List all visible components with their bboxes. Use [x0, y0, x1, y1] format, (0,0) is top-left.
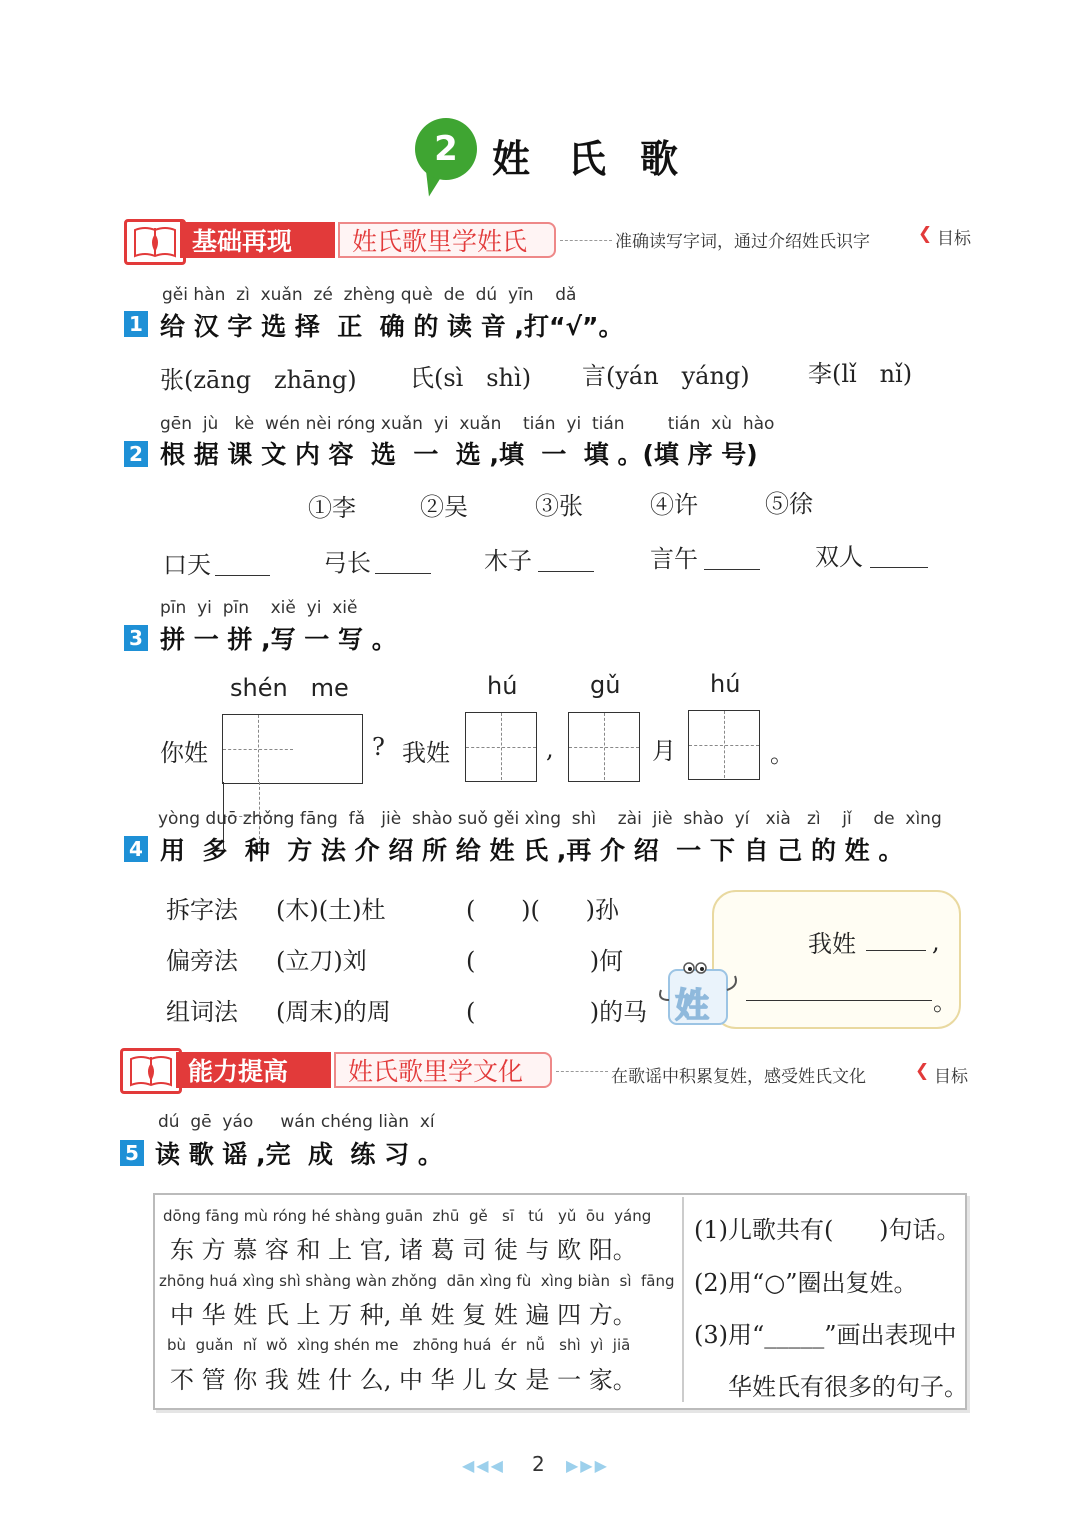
bubble-line1: 我姓 [808, 930, 856, 958]
exercise-2: (2)用“○”圈出复姓。 [694, 1269, 918, 1297]
section1-subtitle: 姓氏歌里学姓氏 [338, 222, 556, 258]
q4-method-3: 组词法 [166, 998, 238, 1026]
pinyin-hu-1: hú [487, 672, 518, 700]
q2-choice-5: ⑤徐 [765, 490, 813, 518]
bubble-blank-surname[interactable] [866, 950, 926, 951]
grid-cell[interactable] [466, 713, 536, 780]
mascot-char: 姓 [675, 986, 709, 1026]
q3-yue: 月 [652, 737, 676, 765]
q2-choice-2: ②吴 [420, 493, 468, 521]
bubble-end: 。 [933, 988, 957, 1016]
q2-blank-2[interactable] [375, 573, 431, 574]
page-next-arrows-icon[interactable]: ▶▶▶ [566, 1456, 609, 1475]
lesson-number-badge: 2 [415, 118, 477, 180]
section1-goal-tag: 目标 [937, 229, 971, 249]
q4-blank-2[interactable]: ( )何 [466, 947, 624, 975]
bubble-comma: , [932, 928, 940, 956]
title-char-1: 姓 [492, 137, 531, 181]
book-icon [120, 1048, 182, 1094]
song-line-1-pinyin: dōng fāng mù róng hé shàng guān zhū gě sī tú yǔ ōu yáng [163, 1207, 652, 1225]
q3-question-mark: ? [372, 733, 385, 761]
q4-pinyin: yòng duō zhǒng fāng fǎ jiè shào suǒ gěi xìng shì zài jiè shào yí xià zì jǐ de xìng [158, 809, 942, 829]
section2-subtitle: 姓氏歌里学文化 [334, 1052, 552, 1088]
q4-example-2: (立刀)刘 [276, 947, 367, 975]
exercise-3-cont: 华姓氏有很多的句子。 [728, 1373, 968, 1401]
q2-choice-4: ④许 [650, 491, 698, 519]
q4-blank-1[interactable]: ( )( )孙 [466, 896, 619, 924]
song-line-1: 东 方 慕 容 和 上 官, 诸 葛 司 徒 与 欧 阳。 [170, 1236, 637, 1264]
song-divider [682, 1197, 684, 1402]
q2-choice-3: ③张 [535, 492, 583, 520]
pinyin-shenme: shén me [230, 674, 349, 702]
q1-option-3[interactable]: 言(yán yáng) [582, 362, 750, 390]
q2-prompt-4: 言午 [650, 545, 698, 573]
q2-prompt-2: 弓长 [323, 549, 371, 577]
q2-prompt-3: 木子 [484, 547, 532, 575]
pinyin-hu-2: hú [710, 670, 741, 698]
grid-cell[interactable] [223, 715, 293, 782]
q1-pinyin: gěi hàn zì xuǎn zé zhèng què de dú yīn dǎ [162, 285, 577, 305]
section1-label: 基础再现 [180, 222, 335, 258]
q5-number: 5 [120, 1140, 144, 1166]
song-line-2: 中 华 姓 氏 上 万 种, 单 姓 复 姓 遍 四 方。 [170, 1301, 637, 1329]
q2-blank-5[interactable] [870, 567, 928, 568]
q2-blank-4[interactable] [704, 569, 760, 570]
q3-part2: 我姓 [402, 739, 450, 767]
q3-part1: 你姓 [160, 739, 208, 767]
q2-number: 2 [124, 441, 148, 467]
q2-blank-3[interactable] [538, 571, 594, 572]
title-char-3: 歌 [640, 137, 679, 181]
q4-number: 4 [124, 836, 148, 862]
divider [560, 240, 612, 241]
q5-pinyin: dú gē yáo wán chéng liàn xí [158, 1112, 435, 1132]
title-char-2: 氏 [568, 137, 607, 181]
q3-end: 。 [770, 740, 794, 768]
q1-option-4[interactable]: 李(lǐ nǐ) [808, 360, 913, 388]
q3-pinyin: pīn yi pīn xiě yi xiě [160, 598, 358, 618]
writing-grid-gu[interactable] [568, 712, 640, 782]
chevron-left-icon: ❮ [918, 224, 933, 244]
section2-goal: 在歌谣中积累复姓，感受姓氏文化 [611, 1067, 866, 1087]
speech-bubble [712, 890, 961, 1029]
exercise-1: (1)儿歌共有( )句话。 [694, 1216, 961, 1244]
pinyin-gu: gǔ [590, 671, 621, 699]
section2-goal-tag: 目标 [934, 1067, 968, 1087]
song-line-3-pinyin: bù guǎn nǐ wǒ xìng shén me zhōng huá ér nǚ shì yì jiā [167, 1336, 631, 1354]
q3-text: 拼 一 拼 ,写 一 写 。 [160, 625, 397, 654]
q4-method-2: 偏旁法 [166, 947, 238, 975]
q3-comma: , [546, 735, 554, 763]
q1-text: 给 汉 字 选 择 正 确 的 读 音 ,打“√”。 [160, 312, 624, 341]
writing-grid-shenme[interactable] [222, 714, 363, 784]
q2-prompt-1: 口天 [163, 551, 211, 579]
grid-cell[interactable] [689, 711, 759, 778]
q2-text: 根 据 课 文 内 容 选 一 选 ,填 一 填 。(填 序 号) [160, 440, 758, 469]
writing-grid-hu-1[interactable] [465, 712, 537, 782]
q1-number: 1 [124, 311, 148, 337]
page-prev-arrows-icon[interactable]: ◀◀◀ [462, 1456, 505, 1475]
writing-grid-hu-2[interactable] [688, 710, 760, 780]
q4-example-1: (木)(土)杜 [276, 896, 386, 924]
song-line-3: 不 管 你 我 姓 什 么, 中 华 儿 女 是 一 家。 [170, 1366, 637, 1394]
book-icon [124, 219, 186, 265]
chevron-left-icon: ❮ [915, 1061, 930, 1081]
q1-option-2[interactable]: 氏(sì shì) [410, 364, 532, 392]
section2-label: 能力提高 [176, 1052, 331, 1088]
q4-example-3: (周末)的周 [276, 998, 391, 1026]
divider [556, 1071, 608, 1072]
q2-prompt-5: 双人 [815, 543, 863, 571]
q4-text: 用 多 种 方 法 介 绍 所 给 姓 氏 ,再 介 绍 一 下 自 己 的 姓 。 [160, 836, 904, 865]
q3-number: 3 [124, 625, 148, 651]
grid-cell[interactable] [569, 713, 639, 780]
q1-option-1[interactable]: 张(zāng zhāng) [160, 366, 357, 394]
q2-pinyin: gēn jù kè wén nèi róng xuǎn yi xuǎn tián yi tián tián xù hào [160, 414, 775, 434]
q4-blank-3[interactable]: ( )的马 [466, 998, 648, 1026]
section1-goal: 准确读写字词，通过介绍姓氏识字 [615, 232, 870, 252]
page-number: 2 [532, 1452, 545, 1476]
exercise-3: (3)用“_____”画出表现中 [694, 1321, 957, 1349]
bubble-blank-intro[interactable] [746, 1000, 932, 1001]
q5-text: 读 歌 谣 ,完 成 练 习 。 [155, 1140, 443, 1169]
song-line-2-pinyin: zhōng huá xìng shì shàng wàn zhǒng dān xìng fù xìng biàn sì fāng [159, 1272, 675, 1290]
q2-blank-1[interactable] [215, 575, 270, 576]
q4-method-1: 拆字法 [166, 896, 238, 924]
q2-choice-1: ①李 [308, 494, 356, 522]
